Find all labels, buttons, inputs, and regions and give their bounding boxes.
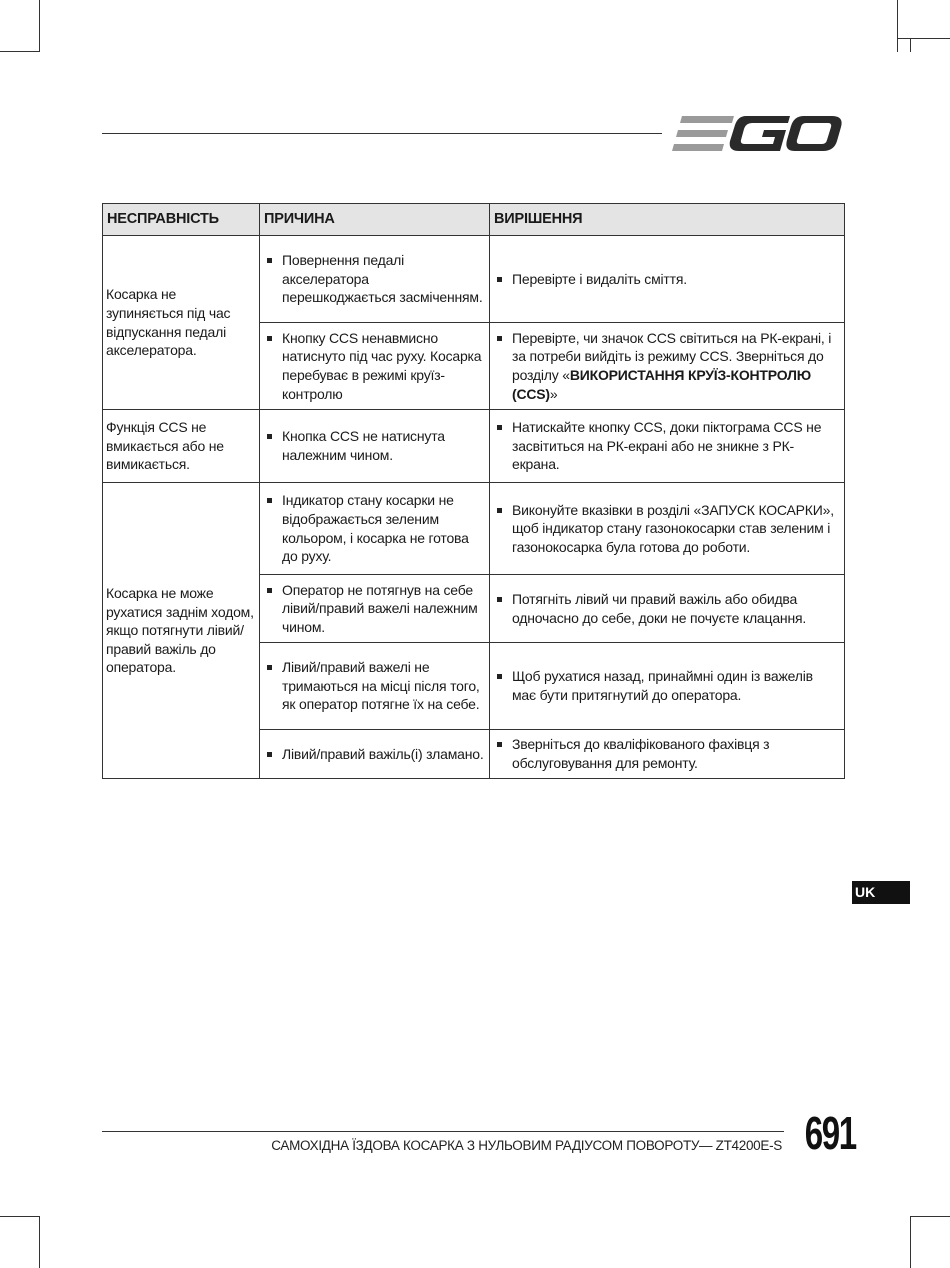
solution-text-part: Перевірте, чи значок CCS світиться на РК-екрані, і за потреби вийдіть із режиму CCS. Зверніться до розділу « [512, 329, 832, 383]
cause-text: Лівий/правий важелі не тримаються на місці після того, як оператор потягне їх на себе. [264, 658, 485, 714]
cause-cell [260, 643, 490, 730]
cause-text: Індикатор стану косарки не відображається зеленим кольором, і косарка не готова до руху. [264, 491, 485, 565]
header-solution: ВИРІШЕННЯ [490, 204, 845, 236]
cause-cell [260, 730, 490, 779]
cause-cell [260, 323, 490, 410]
crop-mark [39, 0, 40, 52]
crop-mark [910, 38, 911, 52]
solution-cell [490, 236, 845, 323]
cause-text: Оператор не потягнув на себе лівий/правий важелі належним чином. [264, 581, 485, 637]
table-header-row [103, 204, 845, 236]
solution-cell [490, 730, 845, 779]
cause-text: Лівий/правий важіль(і) зламано. [264, 745, 485, 764]
solution-text: Зверніться до кваліфікованого фахівця з обслуговування для ремонту. [494, 735, 840, 772]
troubleshooting-table [102, 203, 845, 779]
crop-mark [897, 38, 950, 39]
crop-mark [0, 51, 40, 52]
solution-cell [490, 323, 845, 410]
issue-cell: Функція CCS не вмикається або не вимикається. [103, 410, 260, 483]
solution-text: Потягніть лівий чи правий важіль або обидва одночасно до себе, доки не почуєте клацання. [494, 590, 840, 627]
language-tab: UK [852, 881, 910, 904]
header-cause: ПРИЧИНА [260, 204, 490, 236]
table-row [103, 410, 845, 483]
solution-text: Перевірте і видаліть сміття. [494, 270, 840, 289]
ego-logo [672, 112, 844, 156]
solution-cell [490, 643, 845, 730]
crop-mark [910, 1216, 911, 1268]
cause-text: Кнопка CCS не натиснута належним чином. [264, 427, 485, 464]
section-reference: ВИКОРИСТАННЯ КРУЇЗ-КОНТРОЛЮ (CCS) [512, 367, 811, 402]
solution-cell [490, 575, 845, 643]
crop-mark [910, 1216, 950, 1217]
solution-cell [490, 483, 845, 575]
solution-text: Виконуйте вказівки в розділі «ЗАПУСК КОСАРКИ», щоб індикатор стану газонокосарки став зеленим і газонокосарка була готова до роботи. [494, 501, 840, 557]
header-issue: НЕСПРАВНІСТЬ [103, 204, 260, 236]
solution-text-end: » [549, 385, 558, 402]
solution-text: Щоб рухатися назад, принаймні один із важелів має бути притягнутий до оператора. [494, 667, 840, 704]
cause-cell [260, 483, 490, 575]
crop-mark [897, 0, 898, 52]
table-row [103, 483, 845, 575]
solution-cell [490, 410, 845, 483]
page-number: 691 [804, 1107, 856, 1159]
footer-title: САМОХІДНА ЇЗДОВА КОСАРКА З НУЛЬОВИМ РАДІУСОМ ПОВОРОТУ— ZT4200E-S [271, 1138, 782, 1153]
issue-cell: Косарка не зупиняється під час відпускання педалі акселератора. [103, 236, 260, 410]
issue-cell: Косарка не може рухатися заднім ходом, якщо потягнути лівий/правий важіль до оператора. [103, 483, 260, 779]
cause-text: Кнопку CCS ненавмисно натиснуто під час руху. Косарка перебуває в режимі круїз-контролю [264, 329, 485, 403]
cause-text: Повернення педалі акселератора перешкоджається засміченням. [264, 251, 485, 307]
cause-cell [260, 575, 490, 643]
footer-rule [102, 1131, 784, 1132]
header-rule [102, 133, 662, 134]
cause-cell [260, 236, 490, 323]
table-row [103, 236, 845, 323]
crop-mark [0, 1216, 40, 1217]
solution-text: Натискайте кнопку CCS, доки піктограма CCS не засвітиться на РК-екрані або не зникне з РК-екрана. [494, 418, 840, 474]
cause-cell [260, 410, 490, 483]
crop-mark [39, 1216, 40, 1268]
solution-text [494, 329, 840, 403]
